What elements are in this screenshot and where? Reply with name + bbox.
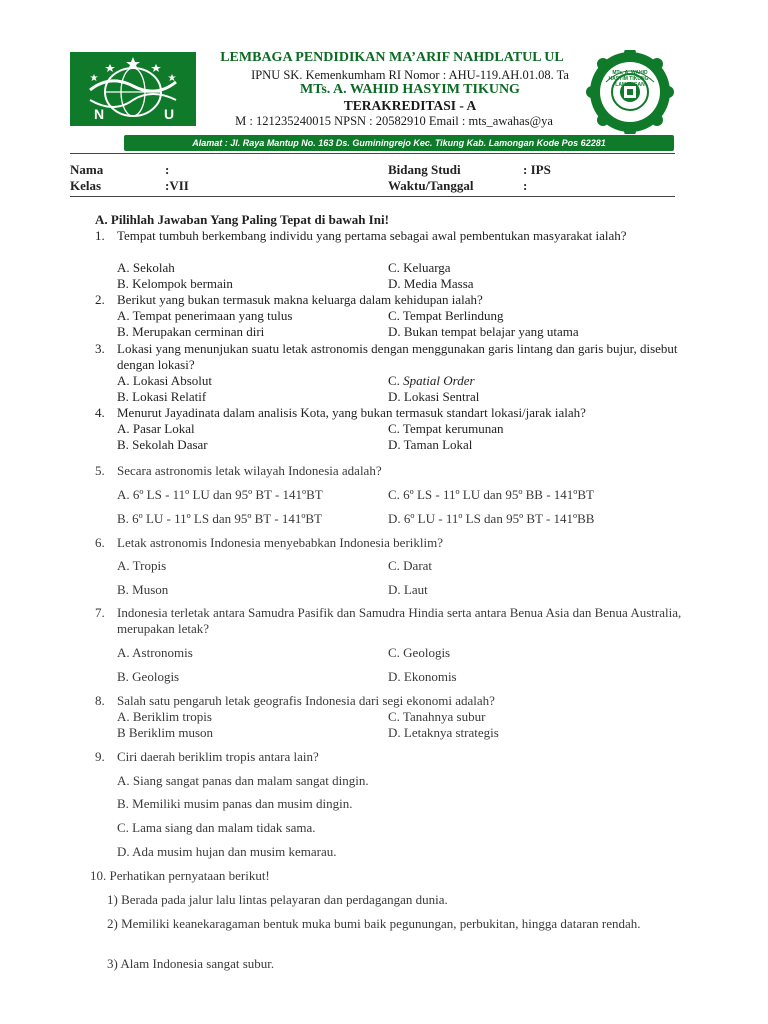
option-a: A. Beriklim tropis <box>117 709 212 724</box>
option-a: A. Lokasi Absolut <box>117 373 212 388</box>
option-a: A. 6º LS - 11º LU dan 95º BT - 141ºBT <box>117 487 323 502</box>
option-c: C. Keluarga <box>388 260 451 275</box>
option-c: C. Tempat kerumunan <box>388 421 504 436</box>
option-d: D. Media Massa <box>388 276 474 291</box>
spatial-order-italic: Spatial Order <box>403 373 475 388</box>
option-d: D. 6º LU - 11º LS dan 95º BT - 141ºBB <box>388 511 595 526</box>
question-text: Lokasi yang menunjukan suatu letak astronomis dengan menggunakan garis lintang dan garis bujur, disebut dengan lokasi? <box>117 341 678 372</box>
address-bar <box>124 135 674 151</box>
option-d: D. Ada musim hujan dan musim kemarau. <box>117 844 337 859</box>
question-text: Salah satu pengaruh letak geografis Indonesia dari segi ekonomi adalah? <box>117 693 495 708</box>
option-c: C. Tanahnya subur <box>388 709 486 724</box>
header-divider <box>70 153 675 154</box>
header-line-2: IPNU SK. Kemenkumham RI Nomor : AHU-119.AH.01.08. Ta <box>251 68 569 82</box>
option-b: B. Kelompok bermain <box>117 276 233 291</box>
waktu-tanggal-value: : <box>523 178 528 193</box>
section-title: A. Pilihlah Jawaban Yang Paling Tepat di bawah Ini! <box>95 212 389 227</box>
question-number: 3. <box>95 341 105 356</box>
question-text: Secara astronomis letak wilayah Indonesia adalah? <box>117 463 382 478</box>
option-d: D. Lokasi Sentral <box>388 389 480 404</box>
question-number: 6. <box>95 535 105 550</box>
header-line-5: M : 121235240015 NPSN : 20582910 Email : mts_awahas@ya <box>235 114 553 128</box>
seal-text: MTs. A. WAHID HASYIM TIKUNG - LAMONGAN <box>608 70 652 88</box>
option-c: C. Tempat Berlindung <box>388 308 504 323</box>
option-a: A. Tropis <box>117 558 167 573</box>
question-number: 5. <box>95 463 105 478</box>
nama-value: : <box>165 162 170 177</box>
nu-logo-text-u: U <box>164 106 175 122</box>
question-text: Tempat tumbuh berkembang individu yang pertama sebagai awal pembentukan masyarakat ialah? <box>117 228 627 243</box>
option-c: C. Geologis <box>388 645 451 660</box>
option-b: B. Merupakan cerminan diri <box>117 324 265 339</box>
statement-1: 1) Berada pada jalur lalu lintas pelayaran dan perdagangan dunia. <box>107 892 448 907</box>
statement-2: 2) Memiliki keanekaragaman bentuk muka bumi baik pegunungan, perbukitan, hingga dataran rendah. <box>107 916 641 931</box>
question-number: 9. <box>95 749 105 764</box>
option-b: B. Geologis <box>117 669 180 684</box>
question-number: 7. <box>95 605 105 620</box>
option-c: C. Darat <box>388 558 433 573</box>
option-d: D. Ekonomis <box>388 669 457 684</box>
address-text: Alamat : Jl. Raya Mantup No. 163 Ds. Guminingrejo Kec. Tikung Kab. Lamongan Kode Pos 62281 <box>192 138 606 148</box>
bidang-studi-label: Bidang Studi <box>388 162 461 177</box>
waktu-tanggal-label: Waktu/Tanggal <box>388 178 474 193</box>
option-a: A. Sekolah <box>117 260 175 275</box>
question-text: Perhatikan pernyataan berikut! <box>109 868 270 883</box>
question-10 <box>90 868 270 884</box>
bidang-studi-value: : IPS <box>523 162 551 177</box>
question-text: Indonesia terletak antara Samudra Pasifik dan Samudra Hindia serta antara Benua Asia dan Benua Australia, merupakan letak? <box>117 605 682 636</box>
question-number: 8. <box>95 693 105 708</box>
question-number: 2. <box>95 292 105 307</box>
nama-label: Nama <box>70 162 104 177</box>
option-d: D. Letaknya strategis <box>388 725 499 740</box>
kelas-value: :VII <box>165 178 189 193</box>
statement-3: 3) Alam Indonesia sangat subur. <box>107 956 275 971</box>
question-number: 1. <box>95 228 105 243</box>
question-number: 4. <box>95 405 105 420</box>
option-d: D. Bukan tempat belajar yang utama <box>388 324 579 339</box>
kelas-label: Kelas <box>70 178 102 193</box>
option-d: D. Laut <box>388 582 428 597</box>
option-c: C. Spatial Order <box>388 373 475 388</box>
header-line-4: TERAKREDITASI - A <box>343 98 477 113</box>
header-line-1: LEMBAGA PENDIDIKAN MA’ARIF NAHDLATUL UL <box>220 50 564 65</box>
header-line-3: MTs. A. WAHID HASYIM TIKUNG <box>300 82 520 97</box>
option-c: C. Lama siang dan malam tidak sama. <box>117 820 316 835</box>
school-seal-logo <box>584 50 676 134</box>
option-a: A. Astronomis <box>117 645 193 660</box>
nu-logo-text-n: N <box>94 106 105 122</box>
option-d: D. Taman Lokal <box>388 437 473 452</box>
option-b: B. 6º LU - 11º LS dan 95º BT - 141ºBT <box>117 511 322 526</box>
question-text: Berikut yang bukan termasuk makna keluarga dalam kehidupan ialah? <box>117 292 483 307</box>
option-c: C. 6º LS - 11º LU dan 95º BB - 141ºBT <box>388 487 594 502</box>
option-a: A. Siang sangat panas dan malam sangat dingin. <box>117 773 369 788</box>
option-a: A. Tempat penerimaan yang tulus <box>117 308 293 323</box>
option-a: A. Pasar Lokal <box>117 421 195 436</box>
info-divider <box>70 196 675 197</box>
question-text: Letak astronomis Indonesia menyebabkan Indonesia beriklim? <box>117 535 443 550</box>
option-b: B Beriklim muson <box>117 725 214 740</box>
option-b: B. Memiliki musim panas dan musim dingin. <box>117 796 353 811</box>
option-b: B. Muson <box>117 582 169 597</box>
question-number: 10. <box>90 868 107 883</box>
question-text: Menurut Jayadinata dalam analisis Kota, yang bukan termasuk standart lokasi/jarak ialah? <box>117 405 586 420</box>
option-b: B. Sekolah Dasar <box>117 437 208 452</box>
option-b: B. Lokasi Relatif <box>117 389 207 404</box>
question-text: Ciri daerah beriklim tropis antara lain? <box>117 749 319 764</box>
seal-badge-icon <box>584 50 676 134</box>
